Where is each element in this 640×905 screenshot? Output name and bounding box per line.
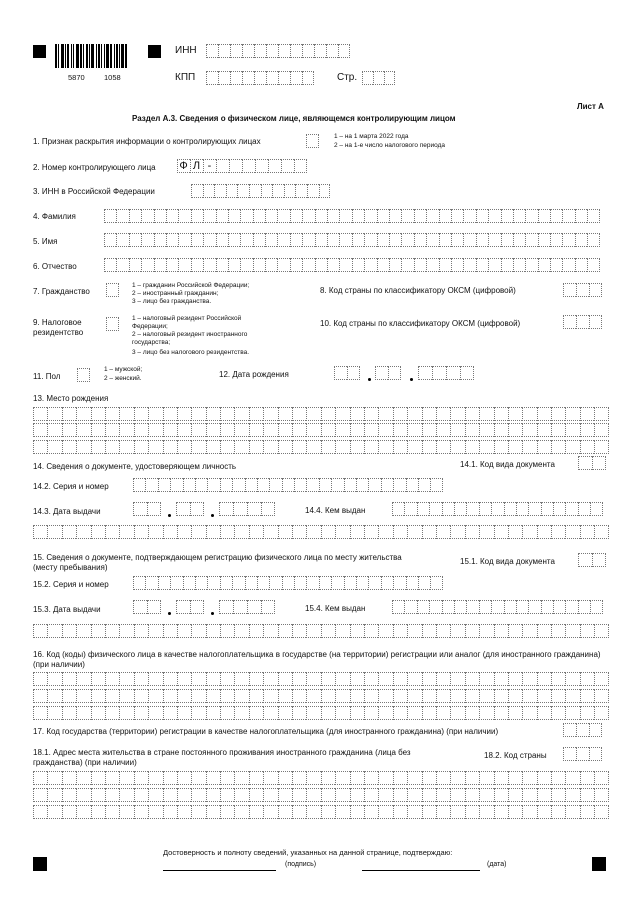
field-12-label: 12. Дата рождения — [219, 370, 289, 379]
field-11-label: 11. Пол — [33, 372, 61, 381]
field-16-label: 16. Код (коды) физического лица в качестве налогоплательщика в государстве (на территории) регистрации или аналог (для иностранного гражданина) (при наличии) — [33, 650, 601, 669]
corner-marker-bottom-left — [33, 857, 47, 871]
field-16-row-3[interactable] — [33, 706, 609, 720]
field-13-row-2[interactable] — [33, 423, 609, 437]
field-14-4-row-2[interactable] — [33, 525, 609, 539]
field-17-label: 17. Код государства (территории) регистрации в качестве налогоплательщика (для иностранного гражданина) (при наличии) — [33, 727, 499, 736]
field-18-2-label: 18.2. Код страны — [484, 751, 547, 760]
field-14-3-month[interactable] — [176, 502, 204, 516]
field-18-1-row-3[interactable] — [33, 805, 609, 819]
field-15-label: 15. Сведения о документе, подтверждающем регистрацию физического лица по месту жительства (месту пребывания) — [33, 553, 402, 572]
field-11-cell[interactable] — [77, 368, 90, 382]
field-15-3-month[interactable] — [176, 600, 204, 614]
field-10-label: 10. Код страны по классификатору ОКСМ (цифровой) — [320, 319, 521, 328]
signature-line[interactable] — [163, 870, 276, 871]
field-14-4-cells[interactable] — [392, 502, 603, 516]
field-12-day[interactable] — [334, 366, 360, 380]
field-15-1-cells[interactable] — [578, 553, 606, 567]
field-14-1-label: 14.1. Код вида документа — [460, 460, 555, 469]
field-14-1-cells[interactable] — [578, 456, 606, 470]
date-dot — [168, 514, 171, 517]
field-15-4-row-2[interactable] — [33, 624, 609, 638]
field-18-1-row-1[interactable] — [33, 771, 609, 785]
field-5-cells[interactable] — [104, 233, 600, 247]
field-7-option-1: 1 – гражданин Российской Федерации; — [132, 282, 250, 289]
field-13-label: 13. Место рождения — [33, 394, 109, 403]
field-17-cells[interactable] — [563, 723, 602, 737]
field-4-label: 4. Фамилия — [33, 212, 76, 221]
kpp-cells[interactable] — [206, 71, 314, 85]
date-dot — [211, 612, 214, 615]
field-2-prefix-char-3: - — [207, 160, 212, 172]
field-9-cell[interactable] — [106, 317, 119, 331]
page-number-cells[interactable] — [362, 71, 395, 85]
field-3-cells[interactable] — [191, 184, 330, 198]
field-1-option-1: 1 – на 1 марта 2022 года — [334, 133, 409, 140]
field-18-1-label: 18.1. Адрес места жительства в стране постоянного проживания иностранного гражданина (лица без гражданства) (при наличии) — [33, 748, 411, 767]
field-2-prefix-char-1: Ф — [179, 160, 188, 172]
field-15-3-label: 15.3. Дата выдачи — [33, 605, 101, 614]
sheet-label: Лист А — [577, 102, 604, 111]
field-18-1-row-2[interactable] — [33, 788, 609, 802]
signature-caption: (подпись) — [285, 861, 317, 868]
date-dot — [211, 514, 214, 517]
field-16-row-2[interactable] — [33, 689, 609, 703]
date-dot — [168, 612, 171, 615]
field-6-label: 6. Отчество — [33, 262, 77, 271]
field-13-row-1[interactable] — [33, 407, 609, 421]
field-1-option-2: 2 – на 1-е число налогового периода — [334, 142, 446, 149]
date-line[interactable] — [362, 870, 480, 871]
field-15-3-year[interactable] — [219, 600, 275, 614]
field-7-option-2: 2 – иностранный гражданин; — [132, 290, 219, 297]
field-8-cells[interactable] — [563, 283, 602, 297]
field-15-4-label: 15.4. Кем выдан — [305, 604, 366, 613]
field-15-3-day[interactable] — [133, 600, 161, 614]
barcode — [55, 44, 140, 68]
field-10-cells[interactable] — [563, 315, 602, 329]
field-2-prefix-char-2: Л — [192, 160, 201, 172]
field-14-3-label: 14.3. Дата выдачи — [33, 507, 101, 516]
field-18-2-cells[interactable] — [563, 747, 602, 761]
inn-cells[interactable] — [206, 44, 350, 58]
field-14-2-cells[interactable] — [133, 478, 443, 492]
field-14-2-label: 14.2. Серия и номер — [33, 482, 109, 491]
corner-marker-bottom-right — [592, 857, 606, 871]
barcode-number-2: 1058 — [104, 73, 121, 82]
corner-marker-top-mid — [148, 45, 161, 58]
field-14-3-year[interactable] — [219, 502, 275, 516]
field-9-option-3: 3 – лицо без налогового резидентства. — [132, 349, 250, 356]
field-15-2-cells[interactable] — [133, 576, 443, 590]
field-7-label: 7. Гражданство — [33, 287, 90, 296]
field-13-row-3[interactable] — [33, 440, 609, 454]
field-15-2-label: 15.2. Серия и номер — [33, 580, 109, 589]
page-label: Стр. — [337, 72, 358, 83]
field-1-label: 1. Признак раскрытия информации о контролирующих лицах — [33, 137, 261, 146]
field-7-option-3: 3 – лицо без гражданства. — [132, 298, 212, 305]
field-3-label: 3. ИНН в Российской Федерации — [33, 187, 155, 196]
inn-label: ИНН — [175, 45, 197, 56]
field-9-option-1: 1 – налоговый резидент Российской Федерации; — [132, 315, 242, 330]
field-14-4-label: 14.4. Кем выдан — [305, 506, 366, 515]
field-14-3-day[interactable] — [133, 502, 161, 516]
kpp-label: КПП — [175, 72, 196, 83]
date-dot — [410, 378, 413, 381]
field-9-option-2: 2 – налоговый резидент иностранного государства; — [132, 331, 248, 346]
field-15-4-cells[interactable] — [392, 600, 603, 614]
field-8-label: 8. Код страны по классификатору ОКСМ (цифровой) — [320, 286, 516, 295]
corner-marker-top-left — [33, 45, 46, 58]
field-14-label: 14. Сведения о документе, удостоверяющем личность — [33, 462, 237, 471]
field-11-option-2: 2 – женский. — [104, 375, 142, 382]
field-1-cell[interactable] — [306, 134, 319, 148]
date-dot — [368, 378, 371, 381]
date-caption: (дата) — [487, 861, 507, 868]
field-7-cell[interactable] — [106, 283, 119, 297]
field-5-label: 5. Имя — [33, 237, 58, 246]
barcode-number-1: 5870 — [68, 73, 85, 82]
field-2-label: 2. Номер контролирующего лица — [33, 163, 156, 172]
field-2-prefix — [177, 159, 216, 173]
field-6-cells[interactable] — [104, 258, 600, 272]
field-16-row-1[interactable] — [33, 672, 609, 686]
field-4-cells[interactable] — [104, 209, 600, 223]
field-12-year[interactable] — [418, 366, 474, 380]
field-15-1-label: 15.1. Код вида документа — [460, 557, 555, 566]
field-12-month[interactable] — [375, 366, 401, 380]
footer-confirm-text: Достоверность и полноту сведений, указанных на данной странице, подтверждаю: — [163, 848, 453, 857]
section-title: Раздел А.3. Сведения о физическом лице, являющемся контролирующим лицом — [132, 114, 456, 123]
field-9-label: 9. Налоговое резидентство — [33, 318, 84, 337]
field-11-option-1: 1 – мужской; — [104, 366, 143, 373]
